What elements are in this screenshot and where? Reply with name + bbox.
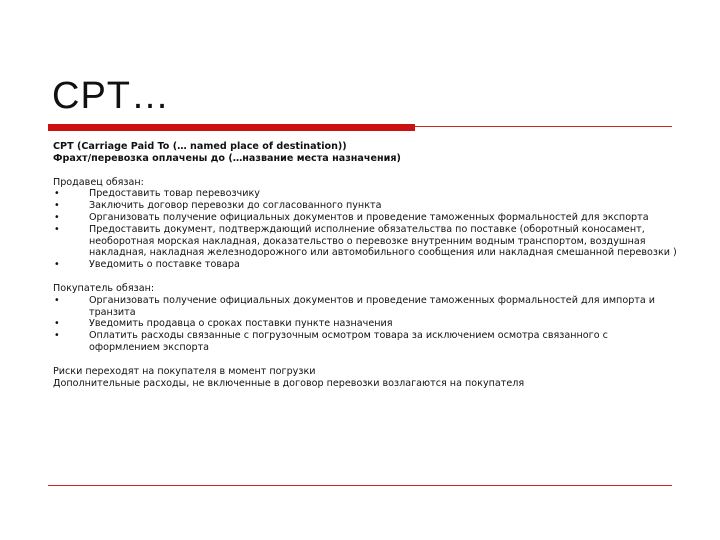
seller-obligation-item: • Предоставить товар перевозчику	[53, 188, 677, 200]
title-underline-accent	[48, 124, 415, 131]
seller-obligation-item: • Организовать получение официальных документов и проведение таможенных формальностей для экспорта	[53, 212, 677, 224]
seller-obligation-item: • Предоставить документ, подтверждающий исполнение обязательства по поставке (оборотный коносамент, необоротная морская накладная, доказательство о перевозке внутренним водным транспортом, воздушная накладная, накладная железнодорожного или автомобильного сообщения или накладная смешанной перевозки )	[53, 224, 677, 259]
seller-obligation-item: • Уведомить о поставке товара	[53, 259, 677, 271]
term-name-russian: Фрахт/перевозка оплачены до (…название места назначения)	[53, 152, 401, 164]
buyer-obligation-item: • Организовать получение официальных документов и проведение таможенных формальностей для импорта и транзита	[53, 295, 677, 319]
slide-body	[53, 141, 677, 389]
spacer	[53, 271, 677, 283]
spacer	[53, 165, 677, 177]
spacer	[53, 354, 677, 366]
buyer-obligations-list	[53, 295, 677, 354]
seller-obligation-item: • Заключить договор перевозки до согласованного пункта	[53, 200, 677, 212]
buyer-obligation-item: • Уведомить продавца о сроках поставки пункте назначения	[53, 318, 677, 330]
risk-transfer-note: Риски переходят на покупателя в момент погрузки	[53, 365, 316, 377]
footer-divider-line	[48, 485, 672, 486]
buyer-obligation-item: • Оплатить расходы связанные с погрузочным осмотром товара за исключением осмотра связанного с оформлением экспорта	[53, 330, 677, 354]
seller-heading: Продавец обязан:	[53, 176, 144, 188]
term-name-english: CPT (Carriage Paid To (… named place of destination))	[53, 141, 347, 152]
additional-costs-note: Дополнительные расходы, не включенные в договор перевозки возлагаются на покупателя	[53, 377, 525, 389]
title-underline-line	[415, 126, 672, 127]
slide-title: CPT…	[52, 75, 170, 117]
buyer-heading: Покупатель обязан:	[53, 282, 155, 294]
seller-obligations-list	[53, 188, 677, 271]
